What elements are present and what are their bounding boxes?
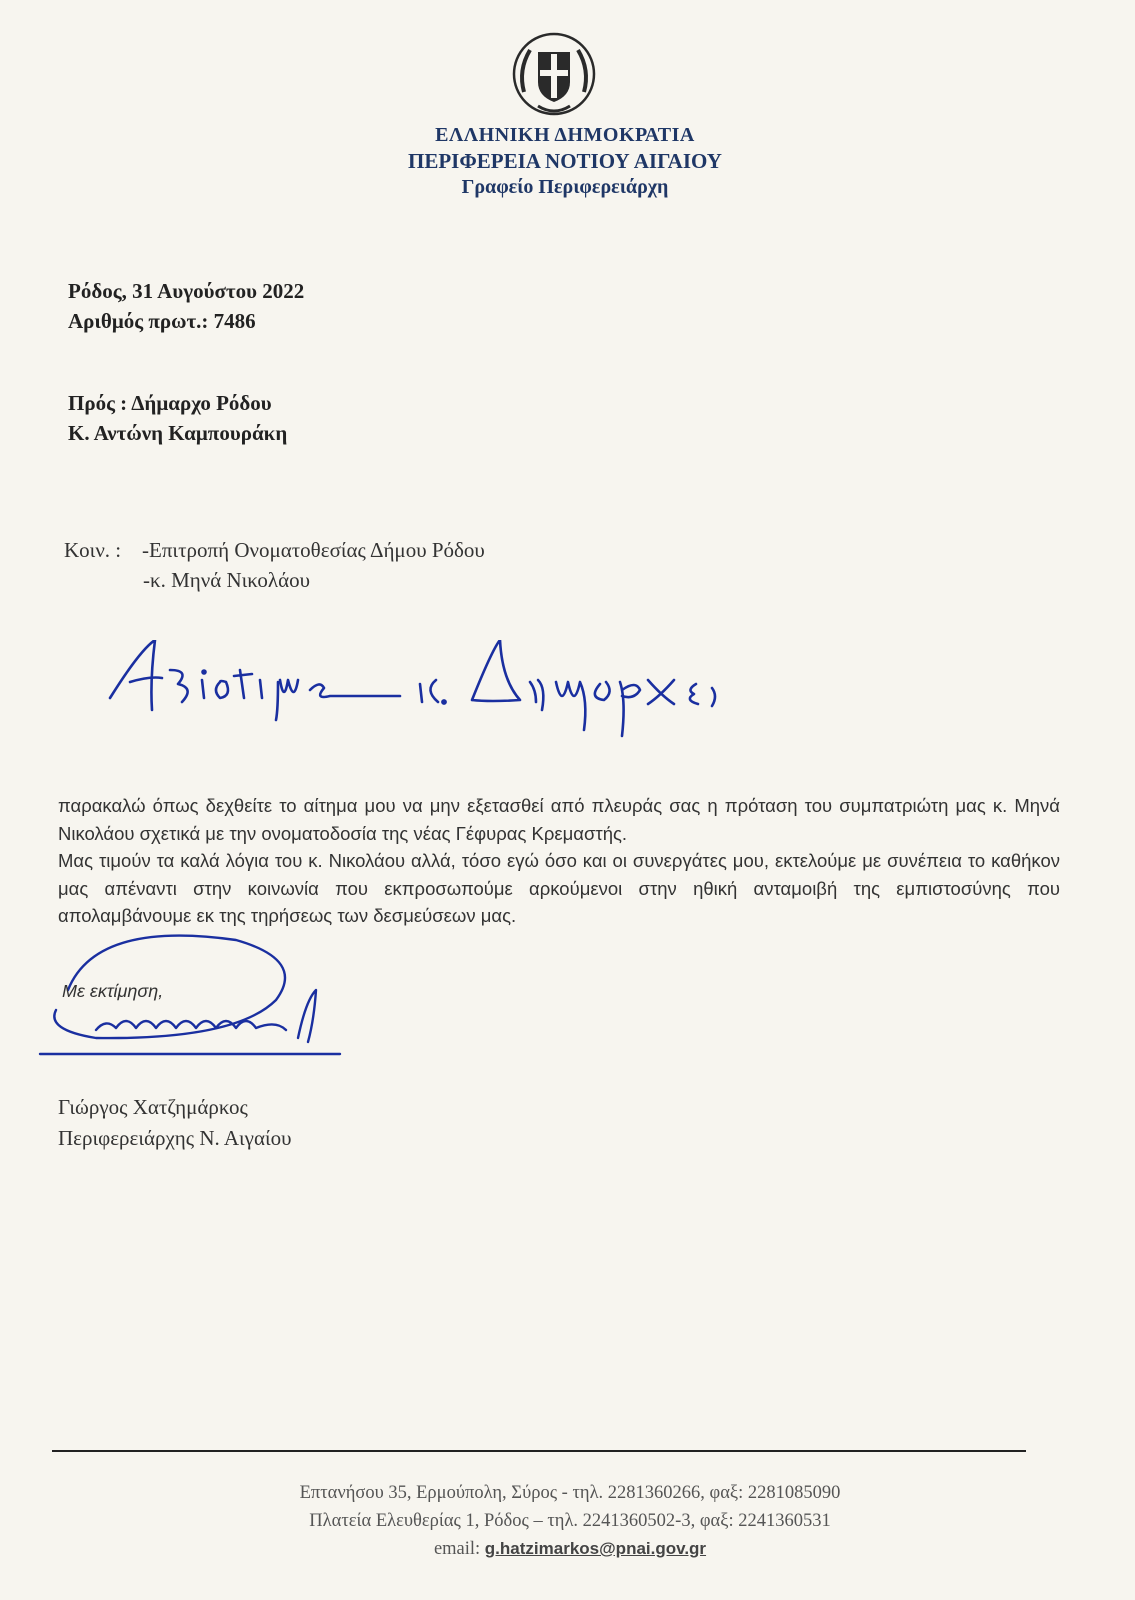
cc-label: Κοιν. : (64, 538, 122, 562)
handwritten-greeting (100, 640, 800, 760)
footer-email-line (210, 1535, 930, 1563)
body-paragraph-2: Μας τιμούν τα καλά λόγια του κ. Νικολάου αλλά, τόσο εγώ όσο και οι συνεργάτες μου, εκτελούμε με συνέπεια το καθήκον μας απέναντι στην κοινωνία που εκπροσωπούμε αρκούμενοι στην ηθική ανταμοιβή της εμπιστοσύνης που απολαμβάνουμε εκ της τηρήσεως των δεσμεύσεων μας. (58, 850, 1060, 926)
letterhead (300, 122, 830, 200)
signer-name: Γιώργος Χατζημάρκος (58, 1095, 248, 1119)
recipient-line-1: Πρός : Δήμαρχο Ρόδου (68, 391, 272, 415)
email-link[interactable]: g.hatzimarkos@pnai.gov.gr (484, 1539, 707, 1558)
cc-item-2: -κ. Μηνά Νικολάου (143, 568, 310, 592)
cc-item-1: -Επιτροπή Ονοματοθεσίας Δήμου Ρόδου (142, 538, 485, 562)
recipient-line-2: Κ. Αντώνη Καμπουράκη (68, 421, 288, 445)
signer-block (58, 1092, 292, 1154)
footer-address-rhodes: Πλατεία Ελευθερίας 1, Ρόδος – τηλ. 2241360502-3, φαξ: 2241360531 (309, 1511, 831, 1531)
footer (210, 1479, 930, 1563)
recipient-block (68, 388, 287, 448)
cc-block (64, 535, 485, 595)
greek-coat-of-arms-emblem (508, 30, 600, 122)
letter-body (58, 792, 1060, 930)
protocol-number: Αριθμός πρωτ.: 7486 (68, 309, 256, 333)
footer-address-syros: Επτανήσου 35, Ερμούπολη, Σύρος - τηλ. 2281360266, φαξ: 2281085090 (299, 1483, 841, 1503)
closing-phrase: Με εκτίμηση, (62, 981, 164, 1001)
handwritten-signature (36, 930, 356, 1080)
signer-title: Περιφερειάρχης Ν. Αιγαίου (58, 1126, 292, 1150)
letter-date: Ρόδος, 31 Αυγούστου 2022 (68, 279, 305, 303)
letterhead-office: Γραφείο Περιφερειάρχη (461, 176, 669, 198)
email-label: email: (433, 1539, 481, 1559)
letterhead-region: ΠΕΡΙΦΕΡΕΙΑ ΝΟΤΙΟΥ ΑΙΓΑΙΟΥ (408, 149, 722, 173)
body-paragraph-1: παρακαλώ όπως δεχθείτε το αίτημα μου να μην εξετασθεί από πλευράς σας η πρόταση του συμπατριώτη μας κ. Μηνά Νικολάου σχετικά με την ονοματοδοσία της νέας Γέφυρας Κρεμαστής. (58, 795, 1060, 844)
date-block (68, 276, 304, 336)
footer-divider (52, 1450, 1026, 1452)
letterhead-country: ΕΛΛΗΝΙΚΗ ΔΗΜΟΚΡΑΤΙΑ (435, 124, 695, 146)
